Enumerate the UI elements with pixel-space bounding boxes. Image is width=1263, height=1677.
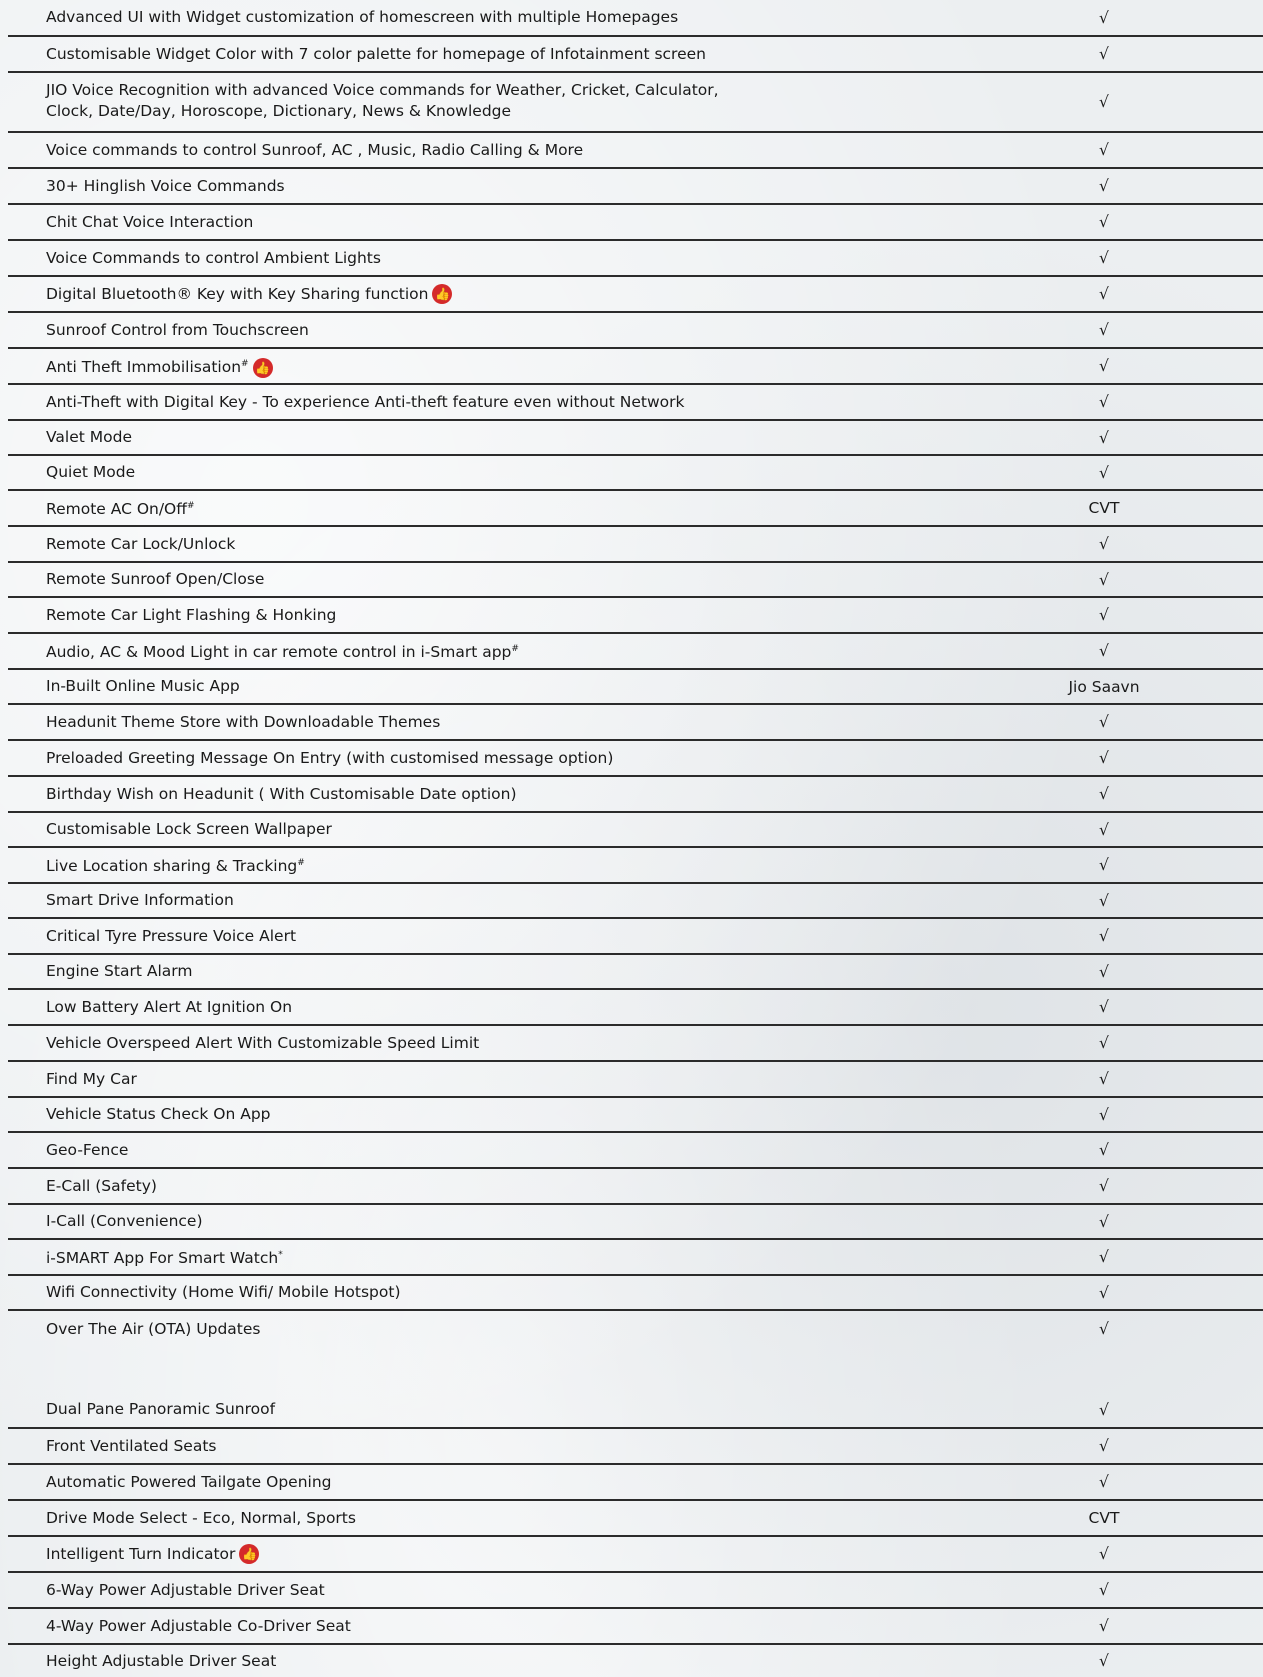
feature-label: Birthday Wish on Headunit ( With Customisable Date option) bbox=[46, 784, 517, 803]
feature-value: √ bbox=[1099, 713, 1109, 731]
footnote-mark: * bbox=[278, 1249, 283, 1260]
feature-label: Geo-Fence bbox=[46, 1140, 129, 1159]
feature-value: √ bbox=[1099, 393, 1109, 411]
table-row bbox=[8, 884, 1263, 919]
footnote-mark: # bbox=[511, 643, 519, 654]
table-row bbox=[8, 813, 1263, 848]
feature-label: Customisable Widget Color with 7 color palette for homepage of Infotainment screen bbox=[46, 44, 706, 63]
feature-value: √ bbox=[1099, 177, 1109, 195]
footnote-mark: # bbox=[297, 857, 305, 868]
feature-label: 6-Way Power Adjustable Driver Seat bbox=[46, 1580, 325, 1599]
table-row bbox=[8, 848, 1263, 884]
feature-label: Chit Chat Voice Interaction bbox=[46, 212, 254, 231]
feature-label: Wifi Connectivity (Home Wifi/ Mobile Hotspot) bbox=[46, 1283, 401, 1301]
table-row bbox=[8, 598, 1263, 634]
feature-label-text: Intelligent Turn Indicator bbox=[46, 1544, 236, 1563]
feature-label: Over The Air (OTA) Updates bbox=[46, 1319, 261, 1338]
table-row bbox=[8, 37, 1263, 73]
feature-value: √ bbox=[1099, 1212, 1109, 1231]
table-row bbox=[8, 1609, 1263, 1645]
feature-value: √ bbox=[1099, 321, 1109, 339]
feature-label bbox=[46, 354, 273, 378]
feature-label: Drive Mode Select - Eco, Normal, Sports bbox=[46, 1508, 356, 1527]
feature-label-line-1: JIO Voice Recognition with advanced Voice commands for Weather, Cricket, Calculator, bbox=[46, 81, 719, 99]
feature-label-text: Anti Theft Immobilisation bbox=[46, 358, 242, 377]
feature-value: √ bbox=[1099, 285, 1109, 303]
feature-label: Customisable Lock Screen Wallpaper bbox=[46, 820, 332, 838]
table-row bbox=[8, 1098, 1263, 1133]
table-row bbox=[8, 705, 1263, 741]
feature-value: √ bbox=[1099, 141, 1109, 159]
feature-value: √ bbox=[1099, 785, 1109, 803]
table-row bbox=[8, 1205, 1263, 1240]
table-row bbox=[8, 634, 1263, 670]
table-row bbox=[8, 777, 1263, 813]
feature-label: Remote Car Lock/Unlock bbox=[46, 534, 236, 553]
table-row bbox=[8, 955, 1263, 990]
feature-value: √ bbox=[1099, 1545, 1109, 1563]
feature-label-text: Live Location sharing & Tracking bbox=[46, 857, 298, 876]
feature-label: 4-Way Power Adjustable Co-Driver Seat bbox=[46, 1616, 351, 1635]
feature-value: √ bbox=[1099, 45, 1109, 63]
footnote-mark: # bbox=[241, 358, 249, 369]
footnote-mark: # bbox=[186, 500, 195, 511]
feature-label: Dual Pane Panoramic Sunroof bbox=[46, 1400, 276, 1418]
feature-value: √ bbox=[1099, 1034, 1109, 1052]
feature-value: √ bbox=[1099, 463, 1109, 482]
feature-value: √ bbox=[1099, 749, 1109, 767]
feature-label: Anti-Theft with Digital Key - To experience Anti-theft feature even without Network bbox=[46, 392, 685, 411]
feature-value: √ bbox=[1099, 927, 1109, 945]
feature-value: √ bbox=[1099, 570, 1109, 589]
feature-value: √ bbox=[1099, 1177, 1109, 1195]
table-row bbox=[8, 73, 1263, 133]
table-row bbox=[8, 563, 1263, 598]
feature-value: Jio Saavn bbox=[1068, 677, 1140, 696]
feature-label: Advanced UI with Widget customization of homescreen with multiple Homepages bbox=[46, 8, 679, 26]
feature-value: √ bbox=[1099, 1105, 1109, 1124]
feature-value: √ bbox=[1099, 1141, 1109, 1159]
feature-label-text: i-SMART App For Smart Watch bbox=[46, 1249, 279, 1268]
feature-label: Front Ventilated Seats bbox=[46, 1436, 217, 1455]
table-row bbox=[8, 1169, 1263, 1205]
table-row bbox=[8, 1573, 1263, 1609]
feature-label: Preloaded Greeting Message On Entry (with customised message option) bbox=[46, 748, 614, 767]
feature-value: √ bbox=[1099, 1437, 1109, 1455]
table-row bbox=[8, 277, 1263, 313]
feature-label bbox=[46, 80, 719, 122]
table-row bbox=[8, 421, 1263, 456]
feature-value: √ bbox=[1099, 820, 1109, 839]
feature-value: √ bbox=[1099, 1400, 1109, 1419]
feature-label-text: Audio, AC & Mood Light in car remote control in i-Smart app bbox=[46, 643, 512, 662]
feature-label bbox=[46, 853, 305, 877]
thumbs-up-icon: 👍 bbox=[239, 1544, 259, 1564]
feature-value: √ bbox=[1099, 249, 1109, 267]
table-row bbox=[8, 527, 1263, 563]
feature-value: √ bbox=[1099, 891, 1109, 910]
table-row bbox=[8, 1465, 1263, 1501]
feature-value: √ bbox=[1099, 1320, 1109, 1338]
feature-label: Low Battery Alert At Ignition On bbox=[46, 997, 293, 1016]
feature-value: √ bbox=[1099, 93, 1109, 111]
feature-value: √ bbox=[1099, 606, 1109, 624]
feature-label: Vehicle Overspeed Alert With Customizable Speed Limit bbox=[46, 1033, 480, 1052]
feature-value: √ bbox=[1099, 1617, 1109, 1635]
feature-label: In-Built Online Music App bbox=[46, 677, 240, 695]
feature-value: √ bbox=[1099, 535, 1109, 553]
feature-value: √ bbox=[1099, 1248, 1109, 1266]
feature-label: Find My Car bbox=[46, 1069, 137, 1088]
feature-label: Remote Car Light Flashing & Honking bbox=[46, 605, 337, 624]
table-row bbox=[8, 1276, 1263, 1311]
table-row bbox=[8, 1537, 1263, 1573]
feature-label bbox=[46, 496, 195, 520]
feature-value: √ bbox=[1099, 856, 1109, 874]
feature-label: Sunroof Control from Touchscreen bbox=[46, 320, 309, 339]
table-row bbox=[8, 1311, 1263, 1347]
table-row bbox=[8, 1133, 1263, 1169]
feature-label bbox=[46, 1245, 283, 1269]
table-row bbox=[8, 491, 1263, 527]
table-row bbox=[8, 1240, 1263, 1276]
table-row bbox=[8, 1062, 1263, 1098]
table-row bbox=[8, 313, 1263, 349]
feature-label: Engine Start Alarm bbox=[46, 962, 193, 980]
table-row bbox=[8, 1645, 1263, 1677]
feature-label: Voice commands to control Sunroof, AC , Music, Radio Calling & More bbox=[46, 140, 584, 159]
table-row bbox=[8, 133, 1263, 169]
table-row bbox=[8, 670, 1263, 705]
table-row bbox=[8, 205, 1263, 241]
feature-value: √ bbox=[1099, 1070, 1109, 1088]
feature-label: Vehicle Status Check On App bbox=[46, 1105, 271, 1123]
feature-label: I-Call (Convenience) bbox=[46, 1212, 203, 1230]
feature-label bbox=[46, 284, 452, 305]
table-row bbox=[8, 349, 1263, 385]
feature-value: √ bbox=[1099, 1473, 1109, 1491]
feature-value: √ bbox=[1099, 428, 1109, 447]
table-row bbox=[8, 385, 1263, 421]
table-row bbox=[8, 169, 1263, 205]
feature-value: CVT bbox=[1088, 1509, 1120, 1527]
feature-value: √ bbox=[1099, 1283, 1109, 1302]
table-row bbox=[8, 1429, 1263, 1465]
feature-value: √ bbox=[1099, 998, 1109, 1016]
feature-label: Headunit Theme Store with Downloadable Themes bbox=[46, 712, 441, 731]
thumbs-up-icon: 👍 bbox=[432, 284, 452, 304]
table-row bbox=[8, 990, 1263, 1026]
table-row bbox=[8, 741, 1263, 777]
feature-label: Height Adjustable Driver Seat bbox=[46, 1651, 277, 1670]
feature-label: Critical Tyre Pressure Voice Alert bbox=[46, 926, 297, 945]
table-row bbox=[8, 456, 1263, 491]
feature-label-text: Remote AC On/Off bbox=[46, 500, 187, 519]
feature-value: √ bbox=[1099, 642, 1109, 660]
thumbs-up-icon: 👍 bbox=[253, 358, 273, 378]
feature-value: √ bbox=[1099, 1652, 1109, 1670]
feature-value: √ bbox=[1099, 8, 1109, 27]
table-row bbox=[8, 1026, 1263, 1062]
feature-label: Automatic Powered Tailgate Opening bbox=[46, 1472, 332, 1491]
feature-label: Voice Commands to control Ambient Lights bbox=[46, 248, 381, 267]
table-row bbox=[8, 1501, 1263, 1537]
feature-label bbox=[46, 1544, 259, 1565]
feature-value: CVT bbox=[1088, 499, 1120, 517]
feature-label: Quiet Mode bbox=[46, 463, 136, 481]
feature-value: √ bbox=[1099, 1581, 1109, 1599]
feature-value: √ bbox=[1099, 962, 1109, 981]
table-row bbox=[8, 919, 1263, 955]
feature-value: √ bbox=[1099, 213, 1109, 231]
feature-label: E-Call (Safety) bbox=[46, 1176, 157, 1195]
feature-label-line-2: Clock, Date/Day, Horoscope, Dictionary, News & Knowledge bbox=[46, 102, 512, 120]
table-row bbox=[8, 1392, 1263, 1429]
feature-label: Valet Mode bbox=[46, 428, 132, 446]
feature-value: √ bbox=[1099, 357, 1109, 375]
feature-label bbox=[46, 639, 519, 663]
table-row bbox=[8, 241, 1263, 277]
feature-label: 30+ Hinglish Voice Commands bbox=[46, 176, 285, 195]
feature-label: Smart Drive Information bbox=[46, 891, 234, 909]
feature-label: Remote Sunroof Open/Close bbox=[46, 570, 265, 588]
feature-label-text: Digital Bluetooth® Key with Key Sharing function bbox=[46, 284, 429, 303]
table-row bbox=[8, 0, 1263, 37]
